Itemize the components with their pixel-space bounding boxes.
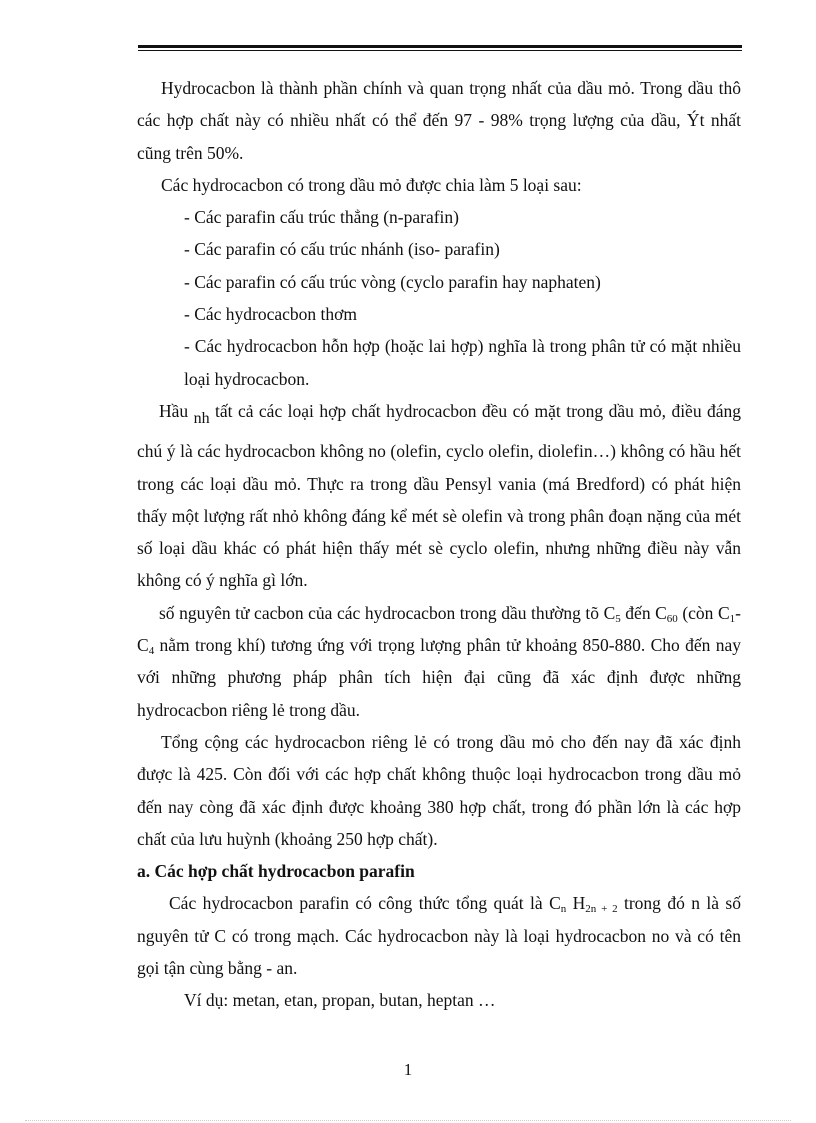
page-number: 1 [403, 1060, 413, 1079]
text-span: tất cả các loại hợp chất hydrocacbon đều có mặt trong dầu mỏ, điều đáng chú ý là các hydrocacbon không no (olefin, cyclo olefin, diolefin…) không có hầu hết trong các loại dầu mỏ. Thực ra trong dầu Pensyl vania (má Bredford) có phát hiện thấy một lượng rất nhỏ không đáng kể mét sè olefin và trong phân đoạn nặng của mét số loại dầu khác có phát hiện thấy mét sè cyclo olefin, nhưng những điều này vẫn không có ý nghĩa gì lớn. [137, 400, 742, 591]
paragraph-intro: Hydrocacbon là thành phần chính và quan trọng nhất của dầu mỏ. Trong dầu thô các hợp chất này có nhiều nhất có thể đến 97 - 98% trọng lượng của dầu, Ýt nhất cũng trên 50%. [137, 78, 741, 163]
text-span: H [566, 893, 586, 914]
paragraph-total: Tổng cộng các hydrocacbon riêng lẻ có trong dầu mỏ cho đến nay đã xác định được là 425. Còn đối với các hợp chất không thuộc loại hydrocacbon trong dầu mỏ đến nay còng đã xác định được khoảng 380 hợp chất, trong đó phần lớn là các hợp chất của lưu huỳnh (khoảng 250 hợp chất). [137, 731, 741, 849]
subscript: 2n + 2 [585, 903, 618, 916]
list-item: - Các hydrocacbon thơm [184, 304, 358, 325]
text-span: số nguyên tử cacbon của các hydrocacbon trong dầu thường tõ C [159, 602, 616, 623]
text-span: Các hydrocacbon parafin có công thức tổng quát là C [169, 893, 561, 914]
header-rule-thin [138, 50, 742, 51]
stray-fragment: nh [193, 409, 210, 427]
paragraph-example: Ví dụ: metan, etan, propan, butan, heptan … [184, 990, 496, 1011]
text-span: - C [137, 602, 741, 656]
paragraph-unsaturated [137, 395, 741, 597]
list-item: - Các hydrocacbon hỗn hợp (hoặc lai hợp) nghĩa là trong phân tử có mặt nhiều loại hydrocacbon. [184, 336, 741, 389]
list-item: - Các parafin có cấu trúc nhánh (iso- parafin) [184, 239, 500, 260]
list-item: - Các parafin có cấu trúc vòng (cyclo parafin hay naphaten) [184, 271, 601, 292]
paragraph-carbon-count [137, 597, 741, 726]
hydrocarbon-types-list [137, 201, 741, 395]
section-heading: a. Các hợp chất hydrocacbon parafin [137, 861, 415, 882]
list-item: - Các parafin cấu trúc thẳng (n-parafin) [184, 207, 459, 228]
footer-dotted-line [25, 1120, 791, 1122]
document-body [137, 72, 741, 1017]
text-span: Hầu [159, 400, 189, 421]
header-rule-thick [138, 45, 742, 48]
paragraph-classification: Các hydrocacbon có trong dầu mỏ được chia làm 5 loại sau: [161, 174, 582, 195]
subscript: 1 [729, 612, 736, 625]
text-span: (còn C [677, 602, 730, 623]
subscript: n [560, 903, 567, 916]
text-span: trong đó n là số nguyên tử C có trong mạch. Các hydrocacbon này là loại hydrocacbon no và có tên gọi tận cùng bằng - an. [137, 893, 741, 979]
subscript: 60 [666, 612, 678, 625]
subscript: 5 [615, 612, 621, 625]
text-span: đến C [620, 602, 667, 623]
paragraph-paraffin-formula [137, 887, 741, 984]
text-span: nằm trong khí) tương ứng với trọng lượng phân tử khoảng 850-880. Cho đến nay với những phương pháp phân tích hiện đại cũng đã xác định được những hydrocacbon riêng lẻ trong dầu. [137, 635, 741, 720]
subscript: 4 [148, 645, 155, 658]
